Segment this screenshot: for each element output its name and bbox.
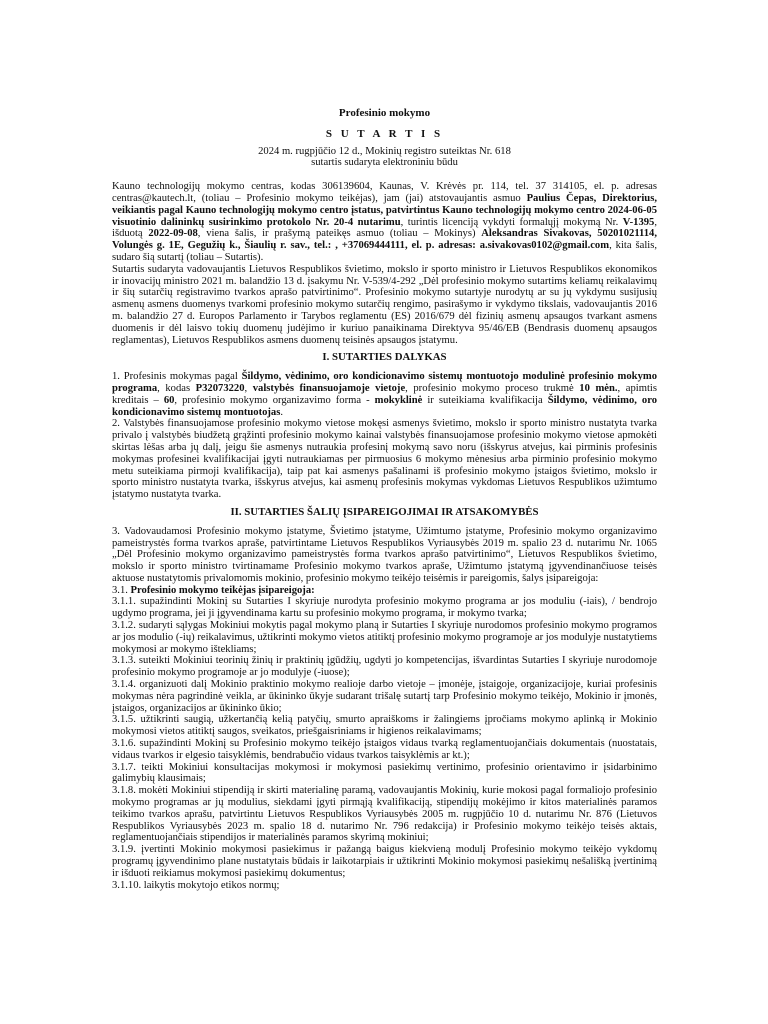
clause-3-1-2: 3.1.2. sudaryti sąlygas Mokiniui mokytis pagal mokymo planą ir Sutarties I skyriuje nurodomos profesinio mokymo programos ar jos modulio (-ių) reikalavimus, užtikrinti mokymo vietos atitiktį profesinio mokymo programoje ar jos modulyje nustatytiems mokymosi ar mokymo ištekliams; — [112, 620, 657, 655]
doc-signing-method: sutartis sudaryta elektroniniu būdu — [311, 157, 458, 169]
clause-3-1-8: 3.1.8. mokėti Mokiniui stipendiją ir skirti materialinę paramą, vadovaujantis Mokinių, kurie mokosi pagal formaliojo profesinio mokymo programas ar jų modulius, siekdami įgyti pirmąją kvalifikaciją, stipendijų mokėjimo ir kitos materialinės paramos teikimo tvarkos aprašu, patvirtintu Lietuvos Respublikos Vyriausybės 2005 m. rugpjūčio 10 d. nutarimu Nr. 876 (Lietuvos Respublikos Vyriausybės 2023 m. spalio 18 d. nutarimo Nr. 796 redakcija) ir Profesinio mokymo teikėjo teisės aktais, reglamentuojančiais stipendijos ir materialinės paramos skyrimą mokiniui; — [112, 785, 657, 844]
clause-3-1-7: 3.1.7. teikti Mokiniui konsultacijas mokymosi ir mokymosi pasiekimų vertinimo, profesinio orientavimo ir įsidarbinimo galimybių klausimais; — [112, 761, 657, 785]
doc-subtitle: S U T A R T I S — [325, 127, 444, 140]
clause-3-1-6: 3.1.6. supažindinti Mokinį su Profesinio mokymo teikėjo įstaigos vidaus tvarką reglamentuojančiais dokumentais (nuostatais, vidaus tvarkos ir elgesio taisyklėmis, bendrabučio vidaus tvarkos taisyklėmis ar kt.); — [112, 738, 657, 761]
clause-3-1-4: 3.1.4. organizuoti dalį Mokinio praktinio mokymo realioje darbo vietoje – įmonėje, įstaigoje, organizacijoje, kuriai profesinis mokymas nėra pagrindinė veikla, ar ūkininko ūkyje sudarant trišalę sutartį tarp Profesinio mokymo teikėjo, Mokinio ir įmonės, įstaigos, organizacijos ar ūkininko ūkio; — [112, 679, 657, 714]
clause-3-1-5: 3.1.5. užtikrinti saugią, užkertančią kelią patyčių, smurto apraiškoms ir žalingiems įpročiams mokymo aplinką ir Mokinio mokymosi vietos atitiktį saugos, sveikatos, priešgaisriniams ir higienos reikalavimams; — [112, 714, 657, 738]
contract-page — [112, 108, 657, 891]
clause-3-1-1: 3.1.1. supažindinti Mokinį su Sutarties I skyriuje nurodyta profesinio mokymo programa ar jos moduliu (-iais), / bendrojo ugdymo programa, jei ji įgyvendinama kartu su profesinio mokymo programa, ir mokymo tvarka; — [112, 596, 657, 620]
clause-1: 1. Profesinis mokymas pagal Šildymo, vėdinimo, oro kondicionavimo sistemų montuotojo modulinė profesinio mokymo programa, kodas P32073220, valstybės finansuojamoje vietoje, profesinio mokymo proceso trukmė 10 mėn., apimtis kreditais – 60, profesinio mokymo organizavimo forma - mokyklinė ir suteikiama kvalifikacija Šildymo, vėdinimo, oro kondicionavimo sistemų montuotojas. — [112, 371, 658, 418]
clause-3: 3. Vadovaudamosi Profesinio mokymo įstatyme, Švietimo įstatyme, Užimtumo įstatyme, Profesinio mokymo organizavimo pameistrystės forma tvarkos apraše, patvirtintame Lietuvos Respublikos Vyriausybės 2019 m. spalio 23 d. nutarimu Nr. 1065 „Dėl Profesinio mokymo organizavimo pameistrystės forma tvarkos aprašo patvirtinimo“, Lietuvos Respublikos švietimo, mokslo ir sporto ministro tvirtinamame Profesinio mokymo tvarkos apraše, Užimtumo įstatymą įgyvendinančiuose teisės aktuose nustatytomis privalomomis mokinio, profesinio mokymo teikėjo teisėmis ir pareigomis, šalys įsipareigoja: — [112, 525, 657, 584]
clause-2: 2. Valstybės finansuojamose profesinio mokymo vietose mokęsi asmenys švietimo, mokslo ir sporto ministro nustatyta tvarka privalo į valstybės biudžetą grąžinti profesinio mokymo kainai valstybės finansuojamose profesinio mokymo vietose apmokėti skirtas lėšas arba jų dalį, jeigu šie asmenys nutraukia profesinį mokymą savo noru (išskyrus atvejus, kai pirminis profesinis mokymas profesinei kvalifikacijai įgyti nutraukiamas per pirmuosius 6 mokymo mėnesius arba pirminio profesinio mokymo metu suteikiama pirmoji kvalifikacija), taip pat kai asmenys pašalinami iš profesinio mokymo įstaigos švietimo, mokslo ir sporto ministro nustatyta tvarka, išskyrus atvejus, kai asmenų profesinis mokymas vykdomas Lietuvos Respublikos užimtumo įstatymo nustatyta tvarka. — [112, 418, 657, 501]
section-heading-1: I. SUTARTIES DALYKAS — [322, 351, 447, 364]
doc-title: Profesinio mokymo — [338, 107, 431, 119]
legal-basis-paragraph: Sutartis sudaryta vadovaujantis Lietuvos Respublikos švietimo, mokslo ir sporto ministro ir Lietuvos Respublikos ekonomikos ir inovacijų ministro 2021 m. balandžio 13 d. įsakymu Nr. V-539/4-292 „Dėl profesinio mokymo sutartims keliamų reikalavimų ir šių sutarčių registravimo tvarkos aprašo patvirtinimo“. Profesinio mokymo sutartyje nurodytų ar su jų vykdymu susijusių asmenų asmens duomenys tvarkomi profesinio mokymo sutarčių rengimo, pasirašymo ir vykdymo tikslais, vadovaujantis 2016 m. balandžio 27 d. Europos Parlamento ir Tarybos reglamentu (ES) 2016/679 dėl fizinių asmenų apsaugos tvarkant asmens duomenis ir dėl laisvo tokių duomenų judėjimo ir kuriuo panaikinama Direktyva 95/46/EB (Bendrasis duomenų apsaugos reglamentas), Lietuvos Respublikos asmens duomenų teisinės apsaugos įstatymu. — [112, 263, 657, 346]
clause-3-1: 3.1. Profesinio mokymo teikėjas įsipareigoja: — [112, 584, 315, 596]
clause-3-1-10: 3.1.10. laikytis mokytojo etikos normų; — [112, 879, 280, 891]
clause-3-1-9: 3.1.9. įvertinti Mokinio mokymosi pasiekimus ir pažangą baigus kiekvieną modulį Profesinio mokymo teikėjo vykdomų programų įgyvendinimo plane nustatytais būdais ir laikotarpiais ir užtikrinti Mokinio mokymosi pasiekimų nešališką įvertinimą ir išduoti reikiamus mokymosi pasiekimų dokumentus; — [112, 844, 657, 879]
doc-registration: 2024 m. rugpjūčio 12 d., Mokinių registro suteiktas Nr. 618 — [258, 145, 511, 157]
clause-3-1-3: 3.1.3. suteikti Mokiniui teorinių žinių ir praktinių įgūdžių, ugdyti jo kompetencijas, išvardintas Sutarties I skyriuje nurodomoje profesinio mokymo programoje ar jo modulyje (-iuose); — [112, 655, 657, 679]
intro-paragraph: Kauno technologijų mokymo centras, kodas 306139604, Kaunas, V. Krėvės pr. 114, tel. 37 314105, el. p. adresas centras@kautech.lt, (toliau – Profesinio mokymo teikėjas), jam (jai) atstovaujantis asmuo Paulius Čepas, Direktorius, veikiantis pagal Kauno technologijų mokymo centro įstatus, patvirtintus Kauno technologijų mokymo centro 2024-06-05 visuotinio dalininkų susirinkimo protokolo Nr. 20-4 nutarimu, turintis licenciją vykdyti formalųjį mokymą Nr. V-1395, išduotą 2022-09-08, viena šalis, ir prašymą pateikęs asmuo (toliau – Mokinys) Aleksandras Sivakovas, 50201021114, Volungės g. 1E, Gegužių k., Šiaulių r. sav., tel.: , +37069444111, el. p. adresas: a.sivakovas0102@gmail.com, kita šalis, sudaro šią sutartį (toliau – Sutartis). — [112, 181, 657, 263]
section-heading-2: II. SUTARTIES ŠALIŲ ĮSIPAREIGOJIMAI IR ATSAKOMYBĖS — [230, 505, 539, 518]
